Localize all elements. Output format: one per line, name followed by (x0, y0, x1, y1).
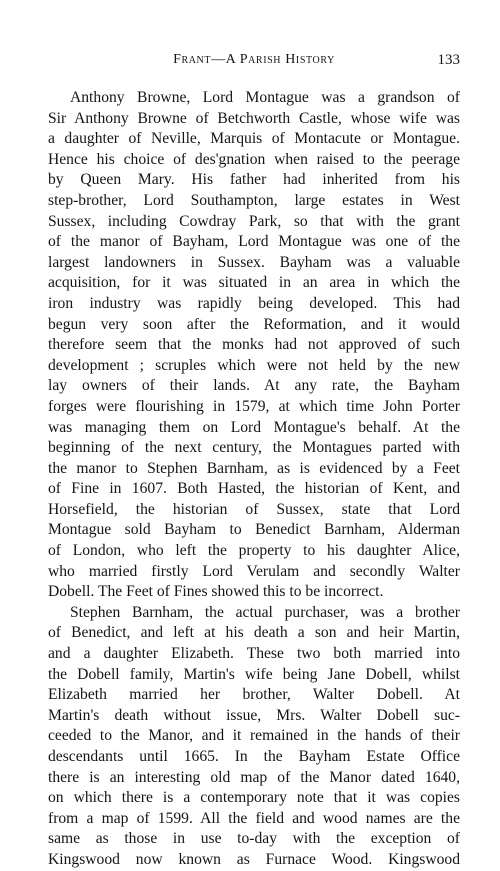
text-line: beginning of the next century, the Montagues parted with (48, 439, 460, 457)
text-line: the Dobell family, Martin's wife being Jane Dobell, whilst (48, 665, 460, 683)
text-line: was managing them on Lord Montague's behalf. At the (48, 418, 460, 436)
text-line: there is an interesting old map of the Manor dated 1640, (48, 768, 460, 786)
text-line: who married firstly Lord Verulam and secondly Walter (48, 562, 460, 580)
text-line: Martin's death without issue, Mrs. Walter Dobell suc- (48, 706, 460, 724)
text-line: a daughter of Neville, Marquis of Montacute or Montague. (48, 130, 460, 148)
text-line: on which there is a contemporary note that it was copies (48, 789, 460, 807)
paragraph-2 (48, 603, 460, 871)
text-line: development ; scruples which were not held by the new (48, 356, 460, 374)
text-line: begun very soon after the Reformation, and it would (48, 315, 460, 333)
text-line: by Queen Mary. His father had inherited from his (48, 171, 460, 189)
text-line: step-brother, Lord Southampton, large estates in West (48, 191, 460, 209)
text-line: Kingswood now known as Furnace Wood. Kingswood (48, 850, 460, 868)
text-line: Stephen Barnham, the actual purchaser, was a brother (70, 603, 460, 621)
text-line: forges were flourishing in 1579, at which time John Porter (48, 397, 460, 415)
text-line: Hence his choice of des'gnation when raised to the peerage (48, 150, 460, 168)
paragraph-1 (48, 88, 460, 603)
text-line: and a daughter Elizabeth. These two both married into (48, 645, 460, 663)
text-line: of Benedict, and left at his death a son and heir Martin, (48, 624, 460, 642)
text-line: iron industry was rapidly being developed. This had (48, 294, 460, 312)
text-line: of the manor of Bayham, Lord Montague was one of the (48, 233, 460, 251)
text-line: largest landowners in Sussex. Bayham was a valuable (48, 253, 460, 271)
text-line: acquisition, for it was situated in an area in which the (48, 274, 460, 292)
page-number: 133 (437, 52, 460, 68)
text-line: from a map of 1599. All the field and wood names are the (48, 809, 460, 827)
book-page (48, 52, 460, 871)
running-title: Frant—A Parish History (173, 52, 335, 67)
text-line: descendants until 1665. In the Bayham Estate Office (48, 748, 460, 765)
text-line: same as those in use to-day with the exception of (48, 830, 460, 848)
text-line: Sussex, including Cowdray Park, so that with the grant (48, 212, 460, 230)
text-line: Horsefield, the historian of Sussex, state that Lord (48, 500, 460, 518)
text-line: therefore seem that the monks had not approved of such (48, 336, 460, 354)
text-line: Dobell. The Feet of Fines showed this to be incorrect. (48, 583, 384, 601)
text-line: lay owners of their lands. At any rate, the Bayham (48, 377, 460, 395)
text-line: Elizabeth married her brother, Walter Dobell. At (48, 686, 460, 704)
text-line: Sir Anthony Browne of Betchworth Castle, whose wife was (48, 109, 460, 127)
text-line: of London, who left the property to his daughter Alice, (48, 542, 460, 560)
text-line: ceeded to the Manor, and it remained in the hands of their (48, 727, 460, 745)
text-line: Montague sold Bayham to Benedict Barnham, Alderman (48, 521, 460, 539)
text-line: of Fine in 1607. Both Hasted, the historian of Kent, and (48, 480, 460, 498)
page-header (48, 52, 460, 74)
text-line: Anthony Browne, Lord Montague was a grandson of (70, 89, 460, 106)
text-line: the manor to Stephen Barnham, as is evidenced by a Feet (48, 459, 460, 477)
